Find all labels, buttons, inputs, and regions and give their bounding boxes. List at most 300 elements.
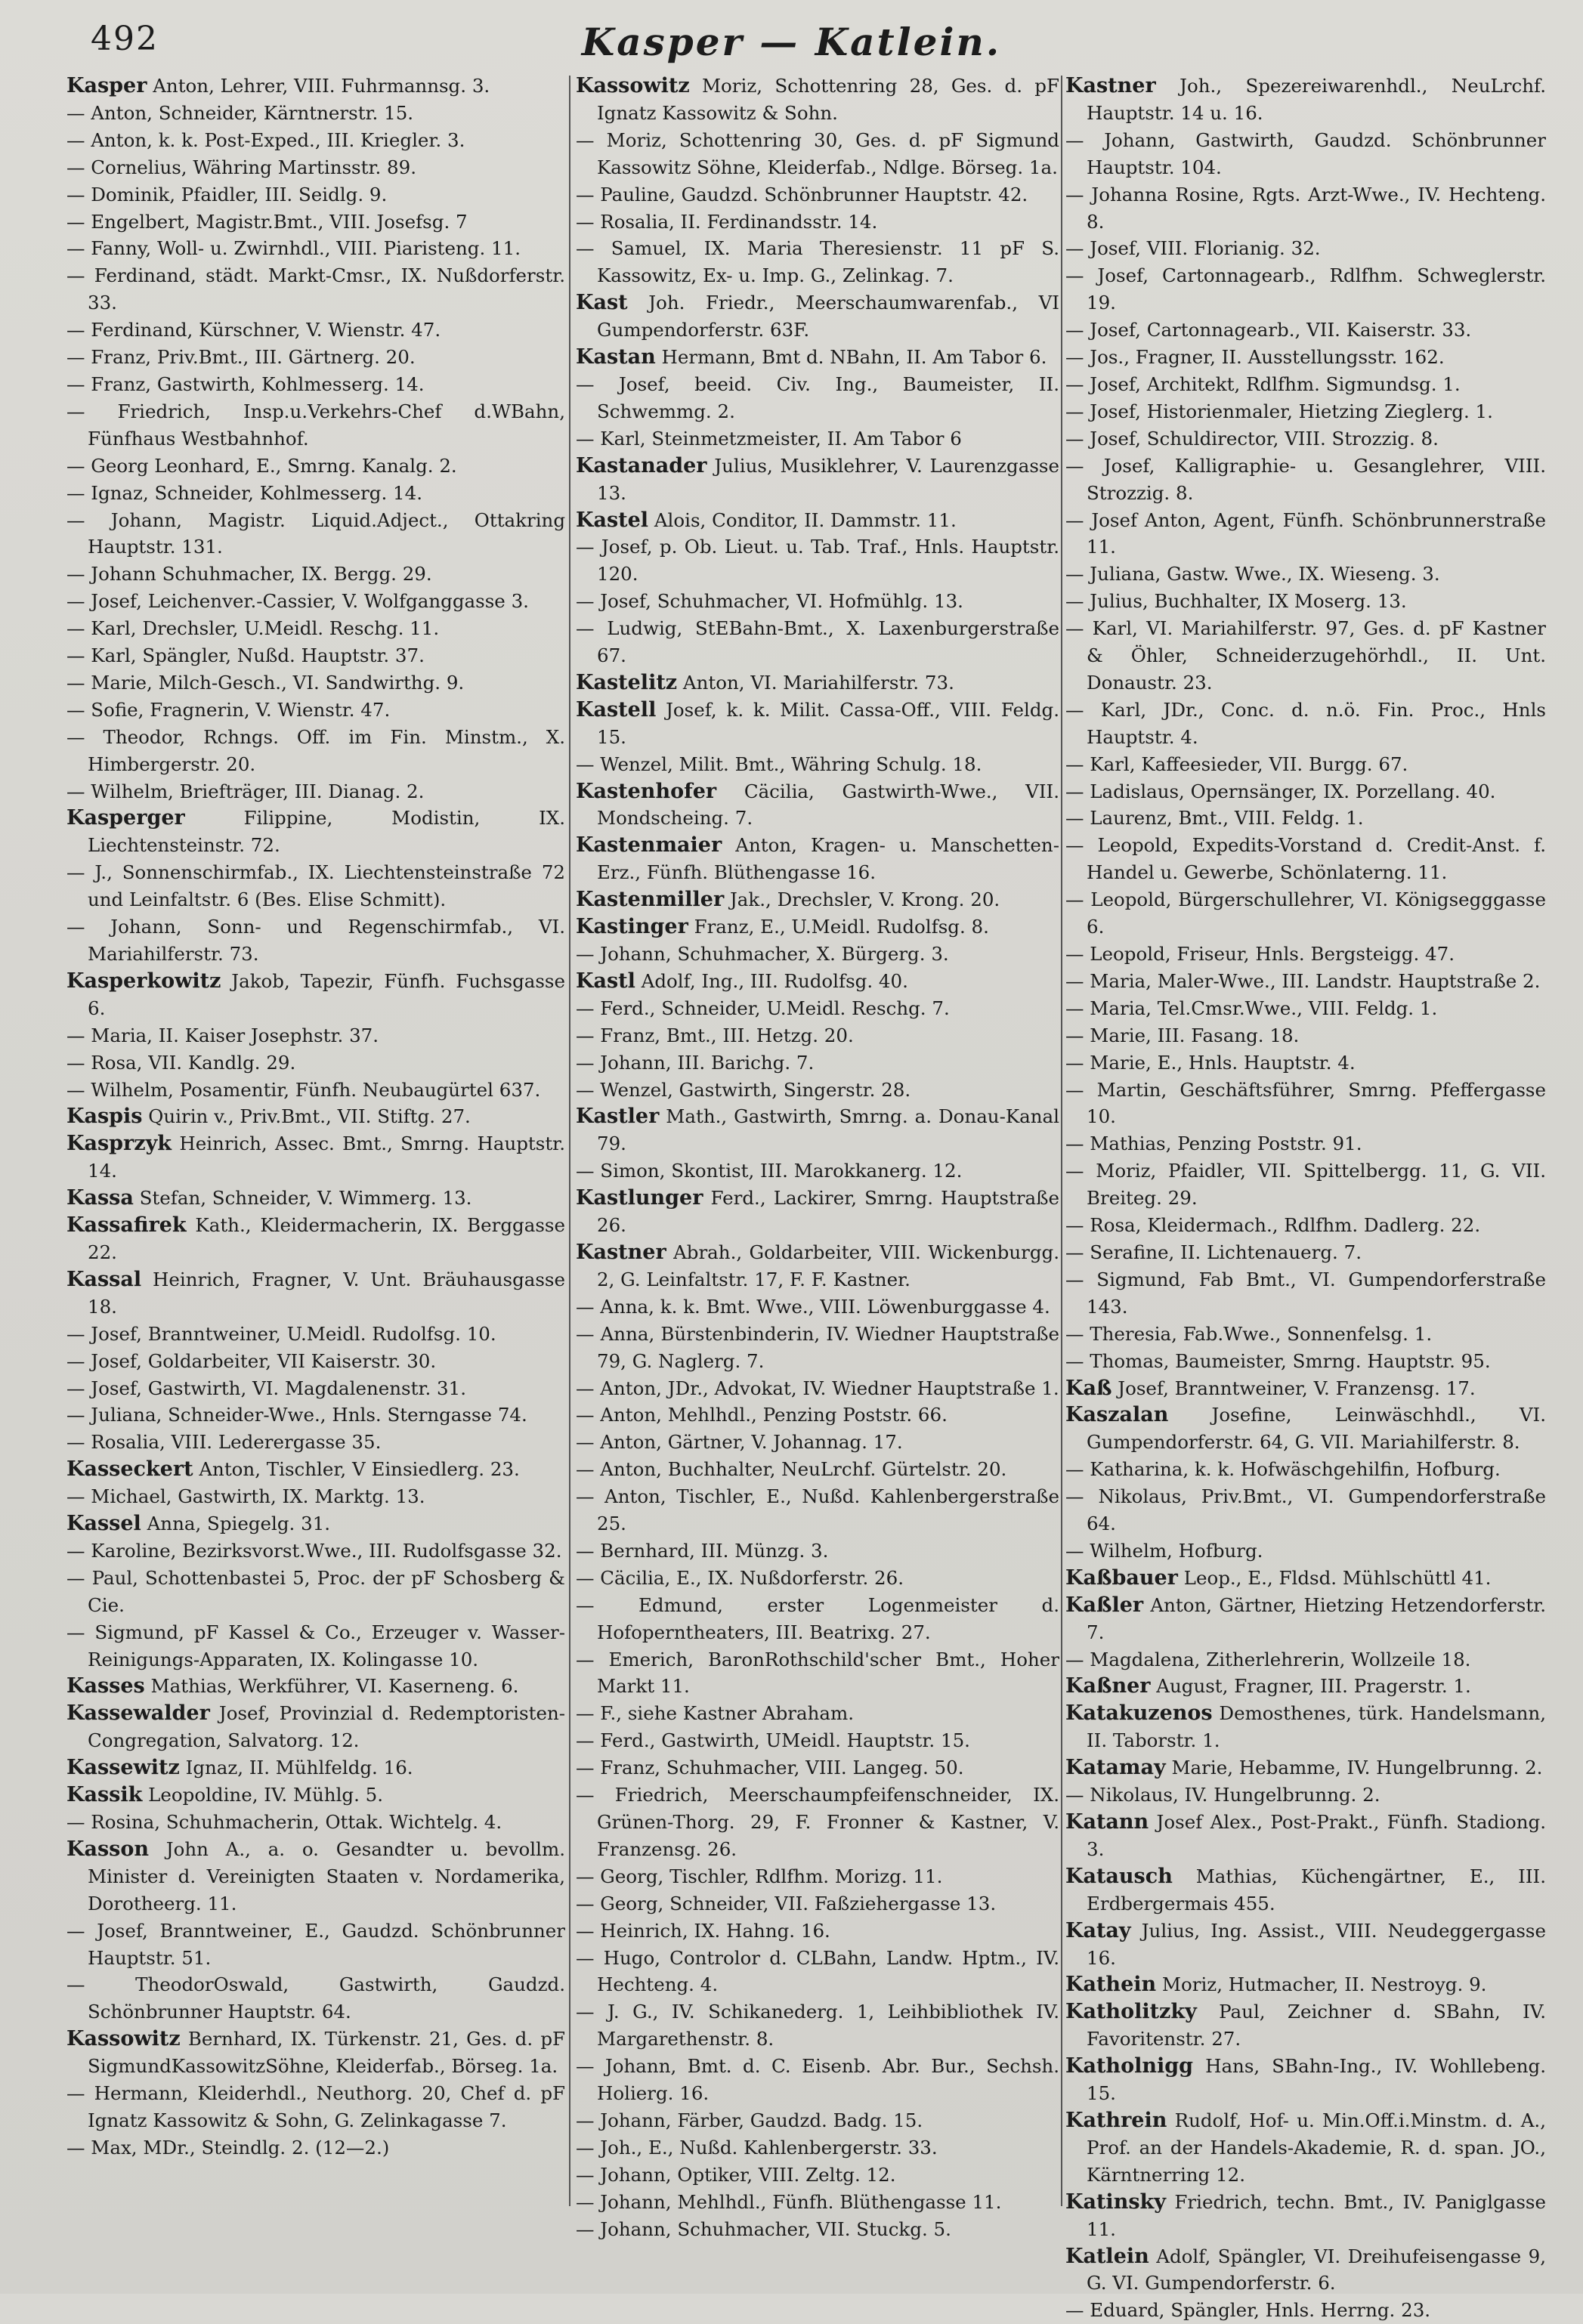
directory-entry (576, 697, 1059, 751)
column-2 (576, 73, 1059, 2279)
entry-text: — Georg, Schneider, VII. Faßziehergasse 13. (576, 1892, 997, 1915)
directory-entry (66, 1537, 565, 1565)
entry-text: — Josef, Cartonnagearb., Rdlfhm. Schweglerstr. 19. (1065, 264, 1546, 314)
entry-surname: Kassowitz (66, 2027, 181, 2051)
directory-entry (66, 453, 565, 480)
directory-entry (66, 398, 565, 453)
column-3 (1065, 73, 1546, 2322)
entry-text: — Karl, Spängler, Nußd. Hauptstr. 37. (66, 644, 425, 667)
entry-text: — Theodor, Rchngs. Off. im Fin. Minstm., X. Himbergerstr. 20. (66, 725, 565, 775)
entry-text: Moriz, Hutmacher, II. Nestroyg. 9. (1156, 1973, 1487, 1996)
entry-surname: Kasperger (66, 806, 185, 830)
directory-entry (576, 289, 1059, 344)
directory-entry (1065, 751, 1546, 778)
entry-surname: Kassewalder (66, 1701, 210, 1726)
directory-entry (576, 1103, 1059, 1157)
entry-surname: Katholitzky (1065, 2000, 1197, 2024)
entry-surname: Kastner (1065, 74, 1156, 97)
entry-text: Anna, Spiegelg. 31. (141, 1513, 331, 1535)
entry-surname: Kastenhofer (576, 779, 717, 803)
entry-text: Anton, Kragen- u. Manschetten-Erz., Fünfh. Blüthengasse 16. (597, 834, 1059, 884)
entry-surname: Kastanader (576, 453, 707, 477)
entry-text: — Johann, Gastwirth, Gaudzd. Schönbrunner Hauptstr. 104. (1065, 128, 1546, 178)
entry-text: Franz, E., U.Meidl. Rudolfsg. 8. (688, 916, 989, 938)
directory-entry (1065, 235, 1546, 262)
entry-surname: Kassowitz (576, 74, 690, 97)
entry-text: — Joh., E., Nußd. Kahlenbergerstr. 33. (576, 2136, 938, 2159)
entry-text: — Jos., Fragner, II. Ausstellungsstr. 162. (1065, 346, 1445, 369)
entry-text: Joh., Spezereiwarenhdl., NeuLrchf. Hauptstr. 14 u. 16. (1087, 75, 1546, 124)
directory-entry (1065, 453, 1546, 507)
entry-text: — Karoline, Bezirksvorst.Wwe., III. Rudolfsgasse 32. (66, 1539, 562, 1562)
directory-entry (576, 1945, 1059, 1999)
directory-entry (1065, 2189, 1546, 2243)
entry-text: — Mathias, Penzing Poststr. 91. (1065, 1133, 1362, 1155)
entry-text: Mathias, Küchengärtner, E., III. Erdbergermais 455. (1087, 1865, 1546, 1915)
entry-text: Ferd., Lackirer, Smrng. Hauptstraße 26. (597, 1187, 1059, 1237)
directory-entry (1065, 317, 1546, 344)
directory-entry (66, 100, 565, 127)
directory-entry (66, 1022, 565, 1049)
entry-text: — Karl, Drechsler, U.Meidl. Reschg. 11. (66, 617, 440, 640)
directory-entry (1065, 2053, 1546, 2107)
entry-text: — Samuel, IX. Maria Theresienstr. 11 pF S. Kassowitz, Ex- u. Imp. G., Zelinkag. 7. (576, 237, 1059, 287)
directory-entry (1065, 371, 1546, 398)
entry-text: — Wenzel, Gastwirth, Singerstr. 28. (576, 1078, 911, 1101)
directory-entry (66, 154, 565, 181)
entry-text: Josefine, Leinwäschhdl., VI. Gumpendorferstr. 64, G. VII. Mariahilferstr. 8. (1087, 1404, 1546, 1454)
directory-entry (66, 1971, 565, 2026)
column-1 (66, 73, 565, 2279)
directory-entry (1065, 1673, 1546, 1700)
entry-text: — Cornelius, Währing Martinsstr. 89. (66, 156, 417, 178)
entry-text: Josef, Branntweiner, V. Franzensg. 17. (1112, 1377, 1476, 1399)
entry-text: — Josef, Goldarbeiter, VII Kaiserstr. 30. (66, 1349, 437, 1372)
directory-entry (576, 2107, 1059, 2134)
directory-entry (576, 1700, 1059, 1727)
directory-entry (576, 1402, 1059, 1429)
entry-surname: Katlein (1065, 2244, 1149, 2268)
entry-text: — Johann, Sonn- und Regenschirmfab., VI. Mariahilferstr. 73. (66, 916, 565, 965)
directory-entry (576, 2216, 1059, 2243)
directory-entry (66, 1130, 565, 1185)
entry-surname: Kassa (66, 1186, 134, 1210)
entry-text: — Leopold, Bürgerschullehrer, VI. Königsegggasse 6. (1065, 888, 1546, 938)
entry-text: — Moriz, Pfaidler, VII. Spittelbergg. 11, G. VII. Breiteg. 29. (1065, 1160, 1546, 1210)
entry-text: — Josef, Architekt, Rdlfhm. Sigmundsg. 1. (1065, 372, 1461, 395)
directory-entry (576, 2134, 1059, 2162)
entry-text: — Ignaz, Schneider, Kohlmesserg. 14. (66, 481, 423, 504)
directory-entry (66, 1266, 565, 1321)
entry-text: Friedrich, techn. Bmt., IV. Paniglgasse 11. (1087, 2190, 1546, 2240)
directory-entry (1065, 1646, 1546, 1673)
directory-entry (576, 1863, 1059, 1890)
entry-text: Josef, k. k. Milit. Cassa-Off., VIII. Feldg. 15. (597, 698, 1059, 748)
directory-entry (66, 1510, 565, 1537)
directory-entry (66, 778, 565, 805)
directory-entry (66, 1212, 565, 1266)
directory-entry (576, 344, 1059, 371)
entry-text: — Maria, II. Kaiser Josephstr. 37. (66, 1024, 379, 1046)
entry-text: — Marie, Milch-Gesch., VI. Sandwirthg. 9. (66, 671, 465, 694)
entry-surname: Katakuzenos (1065, 1701, 1213, 1726)
directory-entry (1065, 1157, 1546, 1212)
directory-entry (576, 941, 1059, 968)
entry-text: Anton, VI. Mariahilferstr. 73. (677, 671, 954, 694)
directory-entry (66, 1483, 565, 1510)
entry-text: — TheodorOswald, Gastwirth, Gaudzd. Schönbrunner Hauptstr. 64. (66, 1973, 565, 2023)
entry-text: — Anton, Schneider, Kärntnerstr. 15. (66, 101, 414, 124)
entry-text: — Josef, p. Ob. Lieut. u. Tab. Traf., Hnls. Hauptstr. 120. (576, 536, 1059, 586)
entry-text: Abrah., Goldarbeiter, VIII. Wickenburgg. 2, G. Leinfaltstr. 17, F. F. Kastner. (597, 1241, 1059, 1290)
directory-entry (66, 1782, 565, 1809)
entry-text: — Wilhelm, Briefträger, III. Dianag. 2. (66, 780, 425, 802)
directory-entry (576, 588, 1059, 615)
directory-entry (1065, 941, 1546, 968)
entry-text: — Hugo, Controlor d. CLBahn, Landw. Hptm., IV. Hechteng. 4. (576, 1946, 1059, 1996)
directory-entry (1065, 588, 1546, 615)
directory-entry (576, 507, 1059, 534)
entry-text: — Josef, Kalligraphie- u. Gesanglehrer, VIII. Strozzig. 8. (1065, 454, 1546, 504)
directory-entry (66, 1103, 565, 1130)
entry-surname: Kaspis (66, 1105, 143, 1129)
directory-entry (1065, 1565, 1546, 1592)
directory-entry (1065, 1022, 1546, 1049)
directory-entry (1065, 1212, 1546, 1239)
directory-entry (66, 805, 565, 859)
entry-text: — Pauline, Gaudzd. Schönbrunner Hauptstr. 42. (576, 183, 1028, 206)
entry-text: — Franz, Schuhmacher, VIII. Langeg. 50. (576, 1757, 964, 1779)
directory-entry (576, 1592, 1059, 1646)
entry-text: — Marie, III. Fasang. 18. (1065, 1024, 1300, 1046)
entry-text: — Katharina, k. k. Hofwäschgehilfin, Hofburg. (1065, 1458, 1501, 1481)
entry-text: — Josef, beeid. Civ. Ing., Baumeister, II. Schwemmg. 2. (576, 372, 1059, 422)
entry-surname: Kassafirek (66, 1213, 187, 1238)
entry-text: — Cäcilia, E., IX. Nußdorferstr. 26. (576, 1566, 904, 1589)
entry-surname: Katann (1065, 1810, 1149, 1834)
entry-surname: Kastenmaier (576, 833, 722, 858)
entry-text: — Johann, Magistr. Liquid.Adject., Ottakring Hauptstr. 131. (66, 508, 565, 558)
directory-entry (66, 724, 565, 778)
directory-entry (576, 73, 1059, 127)
directory-entry (1065, 1483, 1546, 1537)
directory-entry (1065, 73, 1546, 127)
entry-text: — Emerich, BaronRothschild'scher Bmt., Hoher Markt 11. (576, 1648, 1059, 1698)
directory-entry (66, 615, 565, 642)
entry-surname: Kassik (66, 1783, 143, 1807)
entry-text: — Engelbert, Magistr.Bmt., VIII. Josefsg. 7 (66, 210, 468, 233)
entry-text: — Laurenz, Bmt., VIII. Feldg. 1. (1065, 807, 1364, 830)
directory-entry (66, 127, 565, 154)
directory-entry (66, 1754, 565, 1782)
entry-text: — Johann, Schuhmacher, VII. Stuckg. 5. (576, 2217, 951, 2240)
entry-text: Kath., Kleidermacherin, IX. Berggasse 22. (88, 1214, 565, 1263)
entry-text: Hans, SBahn-Ing., IV. Wohllebeng. 15. (1087, 2055, 1546, 2105)
directory-entry (66, 561, 565, 588)
directory-entry (576, 1918, 1059, 1945)
entry-text: — Dominik, Pfaidler, III. Seidlg. 9. (66, 183, 388, 206)
directory-entry (576, 1375, 1059, 1402)
directory-entry (576, 832, 1059, 886)
entry-surname: Kastelitz (576, 670, 678, 694)
entry-text: — Karl, JDr., Conc. d. n.ö. Fin. Proc., Hnls Hauptstr. 4. (1065, 698, 1546, 748)
entry-text: — Rosa, VII. Kandlg. 29. (66, 1051, 296, 1074)
entry-text: Stefan, Schneider, V. Wimmerg. 13. (133, 1187, 472, 1210)
entry-text: Joh. Friedr., Meerschaumwarenfab., VI Gumpendorferstr. 63F. (597, 292, 1059, 341)
directory-entry (66, 697, 565, 724)
directory-entry (66, 1565, 565, 1619)
directory-entry (66, 235, 565, 262)
entry-text: — Julius, Buchhalter, IX Moserg. 13. (1065, 590, 1407, 613)
directory-entry (576, 1727, 1059, 1754)
directory-entry (1065, 778, 1546, 805)
directory-entry (576, 1157, 1059, 1185)
directory-entry (576, 913, 1059, 941)
directory-entry (1065, 1782, 1546, 1809)
directory-entry (1065, 1321, 1546, 1348)
directory-entry (1065, 1348, 1546, 1375)
entry-surname: Kasprzyk (66, 1132, 172, 1156)
entry-text: — Magdalena, Zitherlehrerin, Wollzeile 18. (1065, 1648, 1471, 1670)
entry-text: — Anton, k. k. Post-Exped., III. Kriegler. 3. (66, 128, 465, 151)
directory-entry (576, 181, 1059, 209)
entry-text: — Maria, Maler-Wwe., III. Landstr. Hauptstraße 2. (1065, 969, 1541, 992)
entry-text: — Wenzel, Milit. Bmt., Währing Schulg. 18. (576, 753, 982, 775)
entry-text: — Josef, Branntweiner, U.Meidl. Rudolfsg. 10. (66, 1322, 496, 1345)
directory-entry (576, 1537, 1059, 1565)
directory-entry (576, 1754, 1059, 1782)
directory-entry (66, 1700, 565, 1754)
entry-text: — Rosalia, II. Ferdinandsstr. 14. (576, 210, 878, 233)
directory-entry (576, 2162, 1059, 2189)
directory-entry (1065, 1809, 1546, 1863)
entry-text: — Karl, Steinmetzmeister, II. Am Tabor 6 (576, 427, 962, 450)
entry-text: — Wilhelm, Hofburg. (1065, 1539, 1263, 1562)
entry-text: — Michael, Gastwirth, IX. Marktg. 13. (66, 1485, 425, 1508)
entry-surname: Kathrein (1065, 2108, 1167, 2132)
entry-text: Jakob, Tapezir, Fünfh. Fuchsgasse 6. (88, 969, 565, 1019)
directory-entry (1065, 995, 1546, 1022)
entry-surname: Kastner (576, 1240, 666, 1264)
directory-entry (66, 181, 565, 209)
directory-entry (66, 1918, 565, 1972)
directory-entry (66, 1185, 565, 1212)
directory-entry (66, 1402, 565, 1429)
entry-surname: Kasson (66, 1837, 150, 1861)
entry-text: — Johann, Färber, Gaudzd. Badg. 15. (576, 2109, 923, 2131)
directory-entry (1065, 2297, 1546, 2324)
entry-surname: Kasperkowitz (66, 969, 221, 993)
entry-text: — Josef, Leichenver.-Cassier, V. Wolfganggasse 3. (66, 590, 529, 613)
directory-entry (66, 1429, 565, 1456)
directory-entry (66, 1049, 565, 1077)
entry-text: August, Fragner, III. Pragerstr. 1. (1150, 1675, 1471, 1698)
directory-entry (576, 669, 1059, 697)
entry-text: — Rosa, Kleidermach., Rdlfhm. Dadlerg. 22. (1065, 1214, 1481, 1237)
entry-text: — Josef, VIII. Florianig. 32. (1065, 237, 1321, 260)
directory-entry (576, 2189, 1059, 2216)
entry-text: Moriz, Schottenring 28, Ges. d. pF Ignatz Kassowitz & Sohn. (597, 75, 1059, 124)
entry-text: — Johann, Mehlhdl., Fünfh. Blüthengasse 11. (576, 2190, 1002, 2213)
entry-surname: Kastenmiller (576, 888, 725, 912)
entry-text: — Sofie, Fragnerin, V. Wienstr. 47. (66, 698, 391, 721)
directory-entry (1065, 1863, 1546, 1918)
entry-text: — Ferd., Schneider, U.Meidl. Reschg. 7. (576, 997, 950, 1019)
entry-text: — Juliana, Gastw. Wwe., IX. Wieseng. 3. (1065, 563, 1440, 586)
entry-surname: Kaszalan (1065, 1403, 1169, 1427)
directory-entry (576, 1022, 1059, 1049)
entry-text: Math., Gastwirth, Smrng. a. Donau-Kanal 79. (597, 1105, 1059, 1155)
directory-entry (1065, 1754, 1546, 1782)
directory-entry (1065, 425, 1546, 453)
directory-entry (576, 1429, 1059, 1456)
directory-entry (1065, 697, 1546, 751)
entry-surname: Kastler (576, 1105, 660, 1129)
page-title: Kasper — Katlein. (581, 20, 1002, 64)
directory-entry (576, 995, 1059, 1022)
entry-text: — Martin, Geschäftsführer, Smrng. Pfeffergasse 10. (1065, 1078, 1546, 1128)
directory-entry (576, 1321, 1059, 1375)
entry-text: — Ferdinand, Kürschner, V. Wienstr. 47. (66, 319, 441, 341)
directory-entry (66, 317, 565, 344)
entry-text: — Max, MDr., Steindlg. 2. (12—2.) (66, 2136, 390, 2159)
entry-text: John A., a. o. Gesandter u. bevollm. Minister d. Vereinigten Staaten v. Nordamerika, Dorotheerg. 11. (88, 1837, 565, 1915)
directory-entry (576, 751, 1059, 778)
directory-entry (66, 1673, 565, 1700)
entry-text: — Josef, Historienmaler, Hietzing Zieglerg. 1. (1065, 400, 1493, 422)
entry-text: — Josef, Schuldirector, VIII. Strozzig. 8. (1065, 427, 1439, 450)
directory-entry (1065, 886, 1546, 941)
entry-text: — Nikolaus, IV. Hungelbrunng. 2. (1065, 1784, 1380, 1806)
directory-entry (1065, 181, 1546, 236)
entry-text: Adolf, Spängler, VI. Dreihufeisengasse 9, G. VI. Gumpendorferstr. 6. (1087, 2245, 1546, 2295)
directory-entry (66, 2026, 565, 2080)
entry-surname: Katholnigg (1065, 2054, 1193, 2078)
entry-text: — Johann, III. Barichg. 7. (576, 1051, 815, 1074)
entry-text: — Theresia, Fab.Wwe., Sonnenfelsg. 1. (1065, 1322, 1433, 1345)
directory-entry (66, 968, 565, 1022)
entry-text: Josef Alex., Post-Prakt., Fünfh. Stadiong. 3. (1087, 1811, 1546, 1860)
directory-entry (1065, 1918, 1546, 1972)
entry-text: — J., Sonnenschirmfab., IX. Liechtensteinstraße 72 und Leinfaltstr. 6 (Bes. Elise Schmitt). (66, 861, 565, 911)
directory-entry (576, 1077, 1059, 1104)
directory-entry (66, 73, 565, 100)
entry-text: — Serafine, II. Lichtenauerg. 7. (1065, 1241, 1362, 1263)
entry-surname: Kastl (576, 969, 635, 993)
entry-text: — Thomas, Baumeister, Smrng. Hauptstr. 95. (1065, 1349, 1491, 1372)
entry-text: Leop., E., Fldsd. Mühlschüttl 41. (1177, 1566, 1492, 1589)
entry-surname: Kast (576, 291, 628, 315)
directory-entry (66, 262, 565, 317)
entry-text: — Karl, VI. Mariahilferstr. 97, Ges. d. pF Kastner & Öhler, Schneiderzugehörhdl., II. Unt. Donaustr. 23. (1065, 617, 1546, 694)
directory-entry (576, 615, 1059, 669)
directory-entry (66, 2134, 565, 2162)
entry-surname: Kastlunger (576, 1186, 703, 1210)
entry-surname: Katinsky (1065, 2190, 1166, 2214)
entry-surname: Kasper (66, 74, 147, 97)
directory-entry (576, 1239, 1059, 1293)
directory-entry (1065, 1592, 1546, 1646)
entry-text: — Rosalia, VIII. Lederergasse 35. (66, 1431, 382, 1454)
directory-entry (576, 533, 1059, 588)
entry-text: — Josef, Branntweiner, E., Gaudzd. Schönbrunner Hauptstr. 51. (66, 1919, 565, 1969)
entry-text: Mathias, Werkführer, VI. Kaserneng. 6. (144, 1675, 519, 1698)
entry-text: Filippine, Modistin, IX. Liechtensteinstr. 72. (88, 807, 565, 857)
directory-entry (66, 507, 565, 561)
directory-entry (66, 1077, 565, 1104)
directory-entry (66, 1348, 565, 1375)
entry-text: — Karl, Kaffeesieder, VII. Burgg. 67. (1065, 753, 1408, 775)
entry-text: Heinrich, Assec. Bmt., Smrng. Hauptstr. 14. (88, 1133, 565, 1182)
directory-entry (1065, 805, 1546, 832)
entry-surname: Kaßner (1065, 1674, 1151, 1698)
entry-text: — Ferd., Gastwirth, UMeidl. Hauptstr. 15. (576, 1729, 970, 1752)
entry-text: — Franz, Gastwirth, Kohlmesserg. 14. (66, 372, 425, 395)
entry-surname: Kastell (576, 697, 657, 722)
directory-entry (576, 1998, 1059, 2053)
entry-text: Anton, Gärtner, Hietzing Hetzendorferstr. 7. (1087, 1593, 1546, 1643)
directory-entry (66, 859, 565, 913)
entry-surname: Kastinger (576, 915, 688, 939)
directory-entry (576, 1293, 1059, 1321)
entry-text: — Paul, Schottenbastei 5, Proc. der pF Schosberg & Cie. (66, 1566, 565, 1616)
entry-text: — Anna, k. k. Bmt. Wwe., VIII. Löwenburggasse 4. (576, 1295, 1050, 1318)
entry-surname: Katay (1065, 1918, 1131, 1942)
entry-text: — Franz, Priv.Bmt., III. Gärtnerg. 20. (66, 346, 416, 369)
directory-entry (576, 886, 1059, 913)
directory-entry (66, 1809, 565, 1836)
entry-text: — Fanny, Woll- u. Zwirnhdl., VIII. Piaristeng. 11. (66, 237, 521, 260)
entry-text: Marie, Hebamme, IV. Hungelbrunng. 2. (1165, 1757, 1543, 1779)
entry-text: — Sigmund, Fab Bmt., VI. Gumpendorferstraße 143. (1065, 1268, 1546, 1318)
entry-text: — Heinrich, IX. Hahng. 16. (576, 1919, 830, 1942)
entry-text: Bernhard, IX. Türkenstr. 21, Ges. d. pF SigmundKassowitzSöhne, Kleiderfab., Börseg. 1a. (88, 2028, 565, 2078)
entry-text: Adolf, Ing., III. Rudolfsg. 40. (635, 969, 908, 992)
directory-entry (1065, 1456, 1546, 1483)
entry-text: — Leopold, Expedits-Vorstand d. Credit-Anst. f. Handel u. Gewerbe, Schönlaterng. 11. (1065, 834, 1546, 884)
directory-entry (1065, 1239, 1546, 1266)
directory-entry (576, 425, 1059, 453)
entry-surname: Kaßler (1065, 1593, 1144, 1617)
directory-entry (1065, 968, 1546, 995)
page-number: 492 (91, 20, 159, 58)
entry-text: — Johann, Bmt. d. C. Eisenb. Abr. Bur., Sechsh. Holierg. 16. (576, 2055, 1059, 2105)
directory-entry (66, 209, 565, 236)
directory-entry (576, 209, 1059, 236)
directory-entry (576, 1890, 1059, 1918)
entry-text: Cäcilia, Gastwirth-Wwe., VII. Mondscheing. 7. (597, 780, 1059, 830)
entry-text: — Eduard, Spängler, Hnls. Herrng. 23. (1065, 2299, 1431, 2322)
entry-text: — Johann, Optiker, VIII. Zeltg. 12. (576, 2163, 896, 2186)
entry-text: Heinrich, Fragner, V. Unt. Bräuhausgasse 18. (88, 1268, 565, 1318)
entry-surname: Kastel (576, 508, 649, 532)
directory-entry (1065, 1130, 1546, 1157)
entry-text: — Leopold, Friseur, Hnls. Bergsteigg. 47. (1065, 943, 1455, 965)
directory-entry (66, 913, 565, 968)
column-rule (569, 76, 570, 2206)
directory-entry (66, 588, 565, 615)
entry-surname: Kasseckert (66, 1457, 193, 1482)
directory-entry (576, 1565, 1059, 1592)
entry-text: — Georg Leonhard, E., Smrng. Kanalg. 2. (66, 454, 457, 477)
directory-entry (66, 1619, 565, 1673)
directory-entry (1065, 344, 1546, 371)
entry-text: — Anton, Tischler, E., Nußd. Kahlenbergerstraße 25. (576, 1485, 1059, 1535)
entry-surname: Kasses (66, 1674, 145, 1698)
directory-entry (66, 344, 565, 371)
directory-entry (576, 371, 1059, 425)
entry-text: — Rosina, Schuhmacherin, Ottak. Wichtelg. 4. (66, 1811, 502, 1833)
